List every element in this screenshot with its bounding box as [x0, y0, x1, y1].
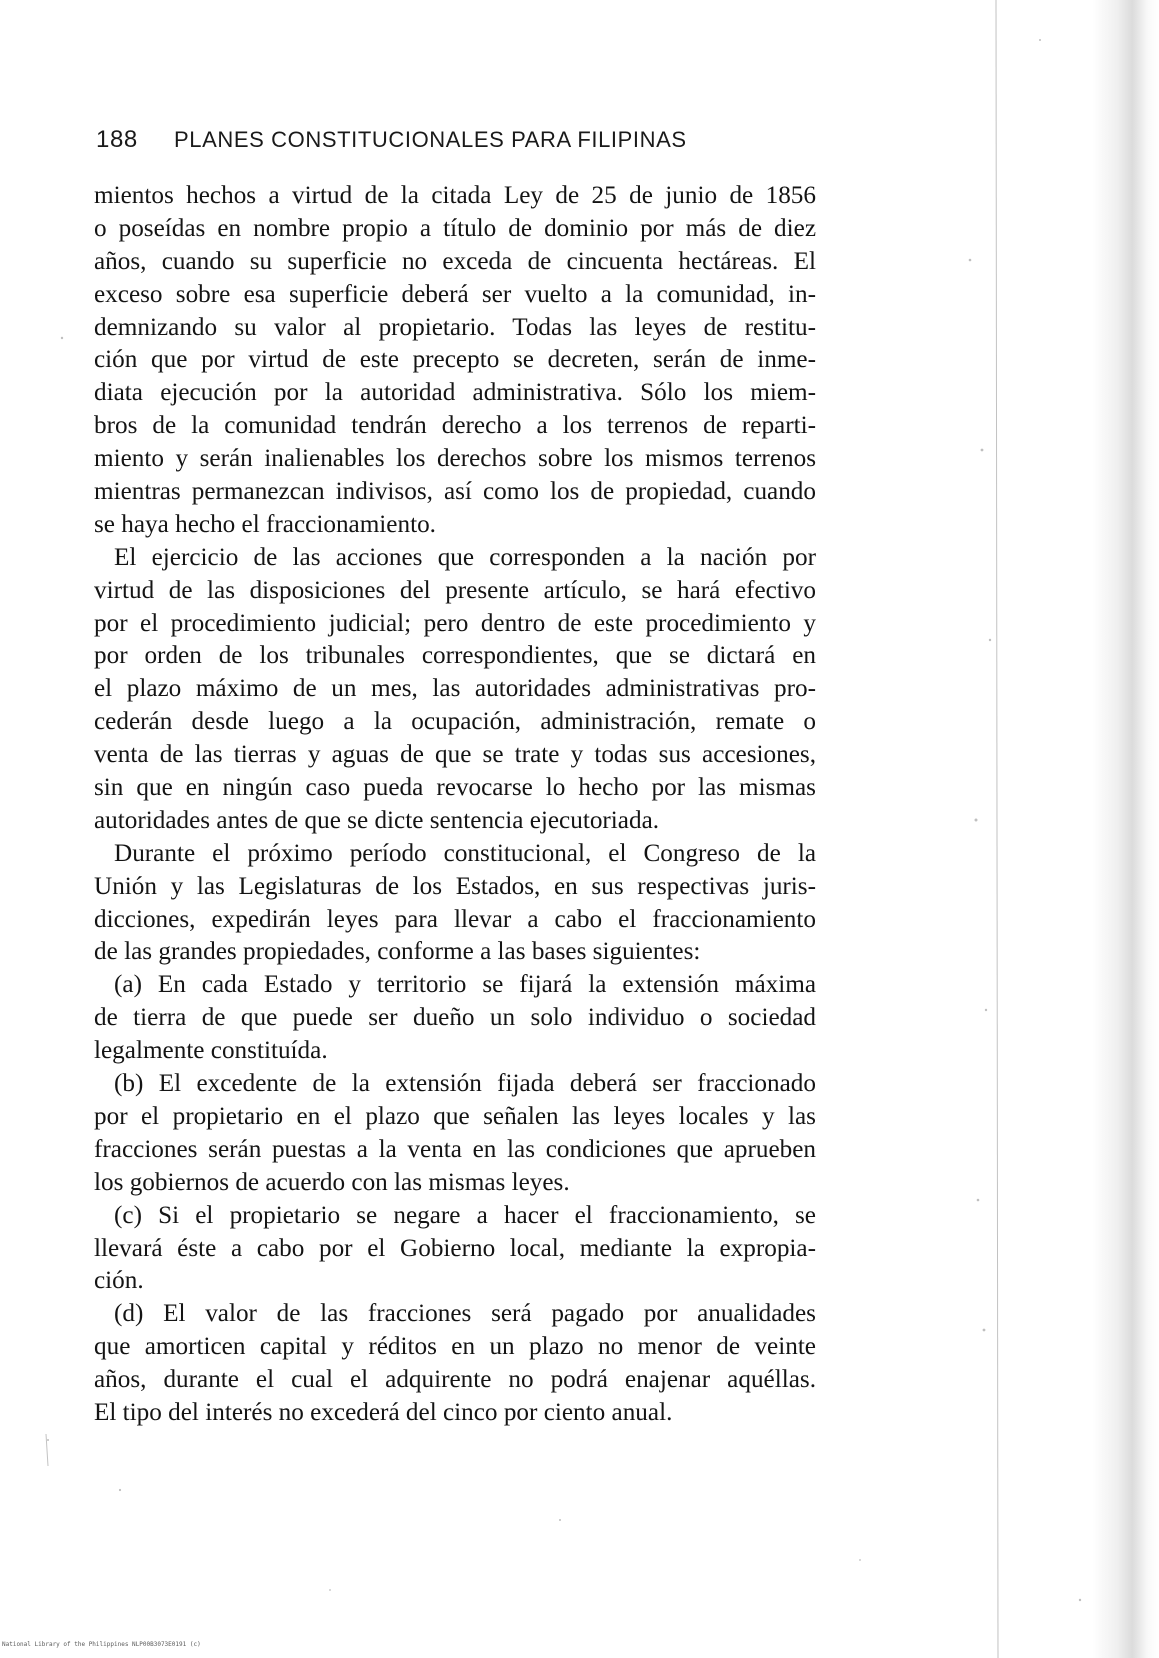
- text-line: llevará éste a cabo por el Gobierno local, mediante la expropia-: [94, 1234, 816, 1262]
- text-line: ción.: [94, 1267, 144, 1295]
- body-text: [94, 180, 816, 1430]
- text-line: mientos hechos a virtud de la citada Ley de 25 de junio de 1856: [94, 182, 816, 209]
- text-line: El ejercicio de las acciones que corresponden a la nación por: [114, 543, 816, 571]
- text-line: virtud de las disposiciones del presente artículo, se hará efectivo: [94, 576, 816, 604]
- text-line: el plazo máximo de un mes, las autoridades administrativas pro-: [94, 675, 816, 703]
- text-line: se haya hecho el fraccionamiento.: [94, 510, 436, 538]
- text-line: diata ejecución por la autoridad administrativa. Sólo los miem-: [94, 379, 816, 407]
- text-line: que amorticen capital y réditos en un plazo no menor de veinte: [94, 1333, 816, 1361]
- text-line: de tierra de que puede ser dueño un solo individuo o sociedad: [94, 1004, 816, 1032]
- text-line: por el procedimiento judicial; pero dentro de este procedimiento y: [94, 609, 816, 637]
- text-line: dicciones, expedirán leyes para llevar a cabo el fraccionamiento: [94, 905, 816, 933]
- text-line: miento y serán inalienables los derechos sobre los mismos terrenos: [94, 445, 816, 473]
- text-line: El tipo del interés no excederá del cinco por ciento anual.: [94, 1398, 673, 1426]
- page-edge-shadow: [969, 0, 1159, 1658]
- text-line: (c) Si el propietario se negare a hacer el fraccionamiento, se: [114, 1201, 816, 1229]
- text-line: fracciones serán puestas a la venta en las condiciones que aprueben: [94, 1135, 816, 1163]
- text-line: sin que en ningún caso pueda revocarse lo hecho por las mismas: [94, 774, 816, 802]
- running-head: [96, 126, 856, 166]
- text-line: venta de las tierras y aguas de que se trate y todas sus accesiones,: [94, 741, 816, 769]
- text-line: años, cuando su superficie no exceda de cincuenta hectáreas. El: [94, 247, 816, 275]
- text-line: por orden de los tribunales correspondientes, que se dictará en: [94, 642, 816, 670]
- text-line: o poseídas en nombre propio a título de dominio por más de diez: [94, 214, 816, 242]
- text-line: (b) El excedente de la extensión fijada deberá ser fraccionado: [114, 1070, 816, 1098]
- archive-stamp: National Library of the Philippines NLP00B3073E0191 (c): [2, 1641, 201, 1648]
- text-line: exceso sobre esa superficie deberá ser vuelto a la comunidad, in-: [94, 280, 816, 308]
- text-line: demnizando su valor al propietario. Todas las leyes de restitu-: [94, 313, 816, 341]
- text-line: Unión y las Legislaturas de los Estados, en sus respectivas juris-: [94, 872, 816, 900]
- page-number: 188: [96, 126, 138, 153]
- text-line: por el propietario en el plazo que señalen las leyes locales y las: [94, 1102, 816, 1130]
- text-line: cederán desde luego a la ocupación, administración, remate o: [94, 708, 816, 736]
- running-title: PLANES CONSTITUCIONALES PARA FILIPINAS: [174, 127, 687, 152]
- text-line: legalmente constituída.: [94, 1037, 328, 1065]
- text-line: ción que por virtud de este precepto se decreten, serán de inme-: [94, 346, 816, 374]
- text-line: mientras permanezcan indivisos, así como los de propiedad, cuando: [94, 478, 816, 506]
- text-line: de las grandes propiedades, conforme a las bases siguientes:: [94, 938, 701, 966]
- text-line: (a) En cada Estado y territorio se fijará la extensión máxima: [114, 971, 816, 999]
- text-line: (d) El valor de las fracciones será pagado por anualidades: [114, 1300, 816, 1328]
- text-line: autoridades antes de que se dicte sentencia ejecutoriada.: [94, 806, 660, 834]
- text-line: los gobiernos de acuerdo con las mismas leyes.: [94, 1168, 570, 1196]
- text-line: bros de la comunidad tendrán derecho a los terrenos de reparti-: [94, 412, 816, 440]
- text-line: años, durante el cual el adquirente no podrá enajenar aquéllas.: [94, 1366, 816, 1394]
- text-line: Durante el próximo período constitucional, el Congreso de la: [114, 839, 816, 867]
